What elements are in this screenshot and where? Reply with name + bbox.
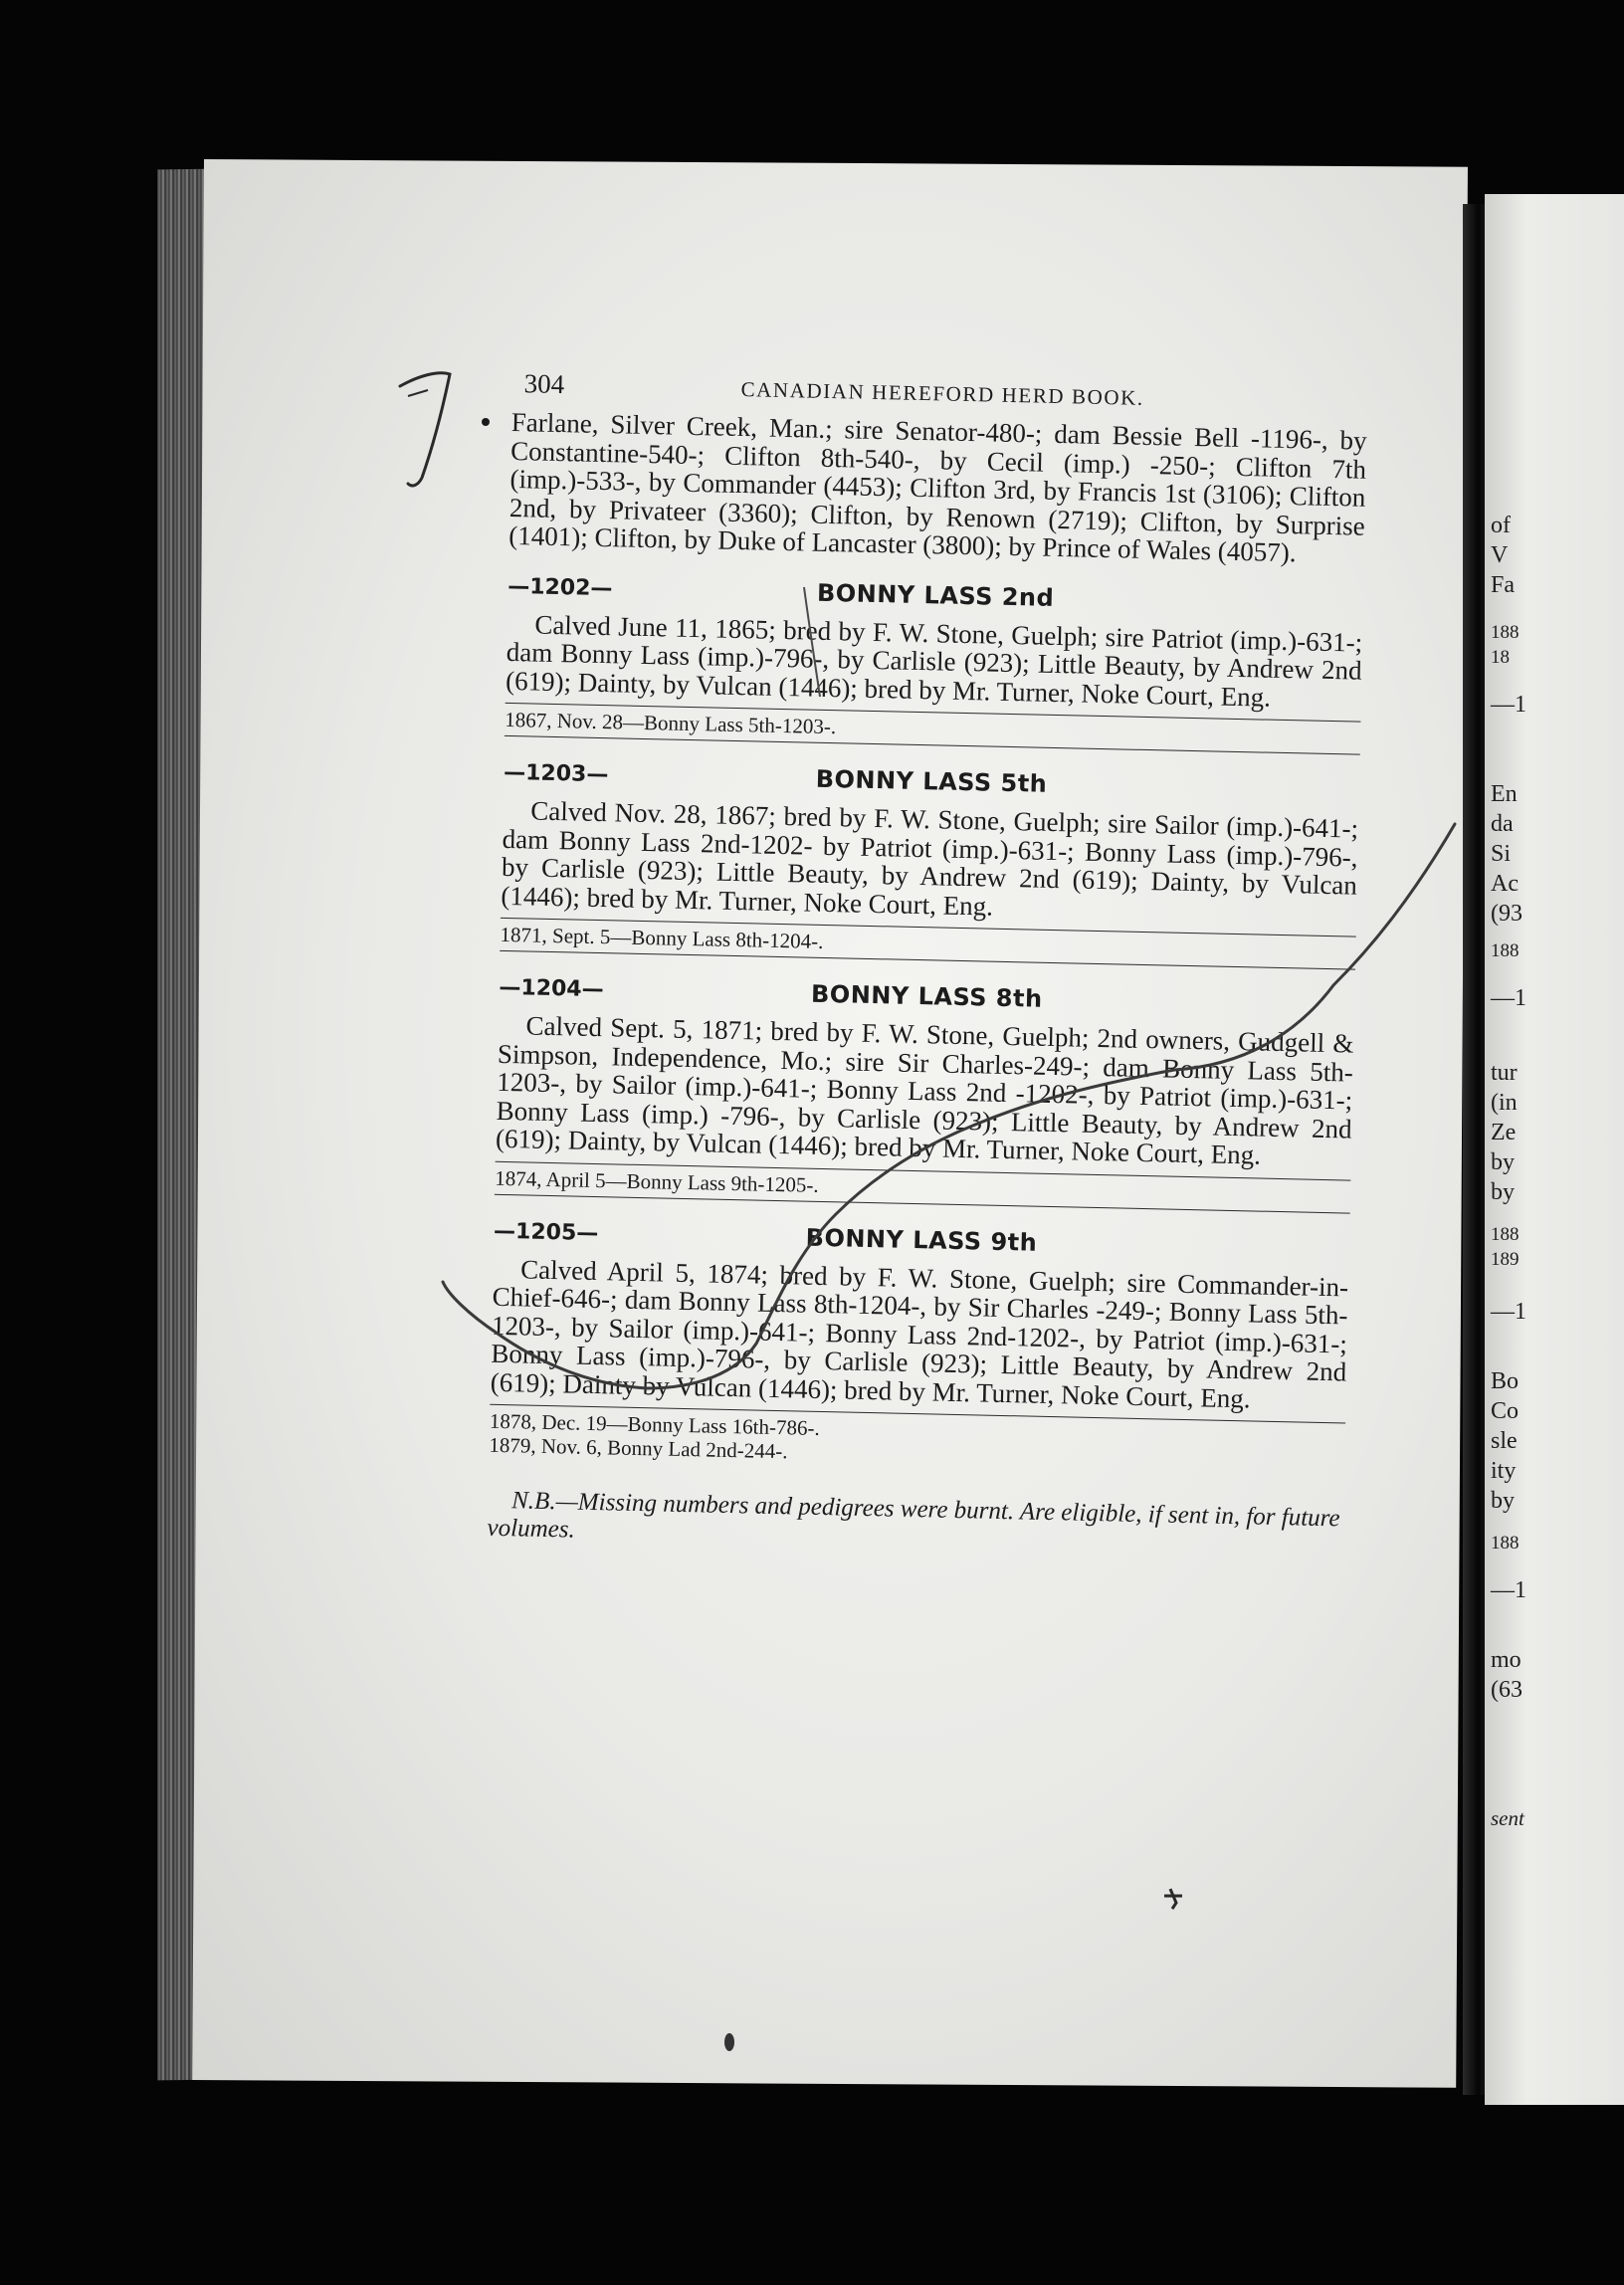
pedigree-text: Calved April 5, 1874; bred by F. W. Stone, Guelph; sire Commander-in-Chief-646-; dam Bonny Lass 8th-1204-, by Sir Charles -249-; Bonny Lass 5th-1203-, by Sailor (imp.)-641-; Bonny Lass 2nd-1202-, by Patriot (imp.)-631-; Bonny Lass (imp.)-796-, by Carlisle (923); Little Beauty, by Andrew 2nd (619); Dainty by Vulcan (1446); bred by Mr. Turner, Noke Court, Eng. (490, 1253, 1349, 1413)
next-page-text: Bo (1491, 1368, 1520, 1394)
animal-name: BONNY LASS 8th (810, 979, 1043, 1013)
next-page-text: 189 (1491, 1249, 1520, 1270)
animal-name: BONNY LASS 9th (805, 1223, 1038, 1257)
next-page-text: —1 (1491, 692, 1526, 718)
herd-book-entry (495, 965, 1355, 1213)
right-page-fragment (1485, 194, 1624, 2105)
next-page-text: Si (1491, 841, 1512, 867)
pedigree-text: Calved Sept. 5, 1871; bred by F. W. Stone, Guelph; 2nd owners, Gudgell & Simpson, Independence, Mo.; sire Sir Charles-249-; dam Bonny Lass 5th-1203-, by Sailor (imp.)-641-; Bonny Lass 2nd -1202-, by Patriot (imp.)-631-; Bonny Lass (imp.) -796-, by Carlisle (923); Little Beauty, by Andrew 2nd (619); Dainty, by Vulcan (1446); bred by Mr. Turner, Noke Court, Eng. (495, 1010, 1354, 1170)
progeny-record: 1878, Dec. 19—Bonny Lass 16th-786-. (489, 1408, 820, 1440)
progeny-record: 1871, Sept. 5—Bonny Lass 8th-1204-. (500, 922, 824, 953)
next-page-text: by (1491, 1149, 1515, 1175)
progeny-record: 1874, April 5—Bonny Lass 9th-1205-. (494, 1165, 819, 1197)
herd-book-entry (505, 563, 1364, 754)
next-page-text: ity (1491, 1458, 1517, 1484)
next-page-text: 188 (1491, 940, 1520, 961)
book-title: CANADIAN HEREFORD HERD BOOK. (740, 377, 1145, 410)
next-page-text: —1 (1491, 1577, 1526, 1603)
next-page-text: 188 (1491, 1533, 1520, 1554)
footnote: N.B.—Missing numbers and pedigrees were burnt. Are eligible, if sent in, for future volumes. (487, 1487, 1340, 1544)
next-page-text: of (1491, 513, 1511, 538)
next-page-text: 188 (1491, 622, 1520, 643)
pedigree-text: Calved June 11, 1865; bred by F. W. Stone, Guelph; sire Patriot (imp.)-631-; dam Bonny Lass (imp.)-796-, by Carlisle (923); Little Beauty, by Andrew 2nd (619); Dainty, by Vulcan (1446); bred by Mr. Turner, Noke Court, Eng. (505, 609, 1363, 713)
next-page-text: sle (1491, 1428, 1518, 1454)
entry-number: —1203— (503, 759, 609, 788)
next-page-text: Ac (1491, 871, 1519, 897)
next-page-text: mo (1491, 1647, 1522, 1673)
next-page-text: Ze (1491, 1120, 1517, 1145)
animal-name: BONNY LASS 2nd (816, 578, 1055, 612)
next-page-text: by (1491, 1488, 1515, 1514)
next-page-text: tur (1491, 1060, 1518, 1086)
continued-pedigree: Farlane, Silver Creek, Man.; sire Senator-480-; dam Bessie Bell -1196-, by Constantine-540-; Clifton 8th-540-, by Cecil (imp.) -250-; Clifton 7th (imp.)-533-, by Commander (4453); Clifton 3rd, by Francis 1st (3106); Clifton 2nd, by Privateer (3360); Clifton, by Renown (2719); Clifton, by Surprise (1401); Clifton, by Duke of Lancaster (3800); by Prince of Wales (4057). (508, 406, 1367, 568)
next-page-text: by (1491, 1179, 1515, 1205)
next-page-text: Co (1491, 1398, 1520, 1424)
next-page-text: 188 (1491, 1224, 1520, 1245)
entry-number: —1204— (499, 974, 604, 1003)
next-page-text: —1 (1491, 1299, 1526, 1325)
next-page-text: da (1491, 811, 1514, 837)
next-page-text: 18 (1491, 647, 1510, 668)
next-page-text: (93 (1491, 901, 1522, 927)
next-page-text: sent (1491, 1806, 1524, 1830)
progeny-record: 1867, Nov. 28—Bonny Lass 5th-1203-. (505, 707, 837, 739)
progeny-record: 1879, Nov. 6, Bonny Lad 2nd-244-. (489, 1432, 788, 1464)
next-page-text: Fa (1491, 572, 1515, 598)
pedigree-text: Calved Nov. 28, 1867; bred by F. W. Stone, Guelph; sire Sailor (imp.)-641-; dam Bonny Lass 2nd-1202- by Patriot (imp.)-631-; Bonny Lass (imp.)-796-, by Carlisle (923); Little Beauty, by Andrew 2nd (619); Dainty, by Vulcan (1446); bred by Mr. Turner, Noke Court, Eng. (501, 795, 1359, 922)
entry-number: —1202— (507, 573, 613, 601)
next-page-text: V (1491, 542, 1509, 568)
next-page-text: —1 (1491, 985, 1526, 1011)
animal-name: BONNY LASS 5th (815, 764, 1048, 798)
next-page-text: (63 (1491, 1677, 1522, 1703)
entry-number: —1205— (493, 1218, 599, 1246)
herd-book-entry (500, 750, 1359, 970)
page-number: 304 (523, 368, 565, 400)
herd-book-entry (489, 1208, 1349, 1475)
next-page-text: (in (1491, 1090, 1518, 1116)
page-content (487, 368, 1368, 1585)
next-page-text: En (1491, 781, 1518, 807)
